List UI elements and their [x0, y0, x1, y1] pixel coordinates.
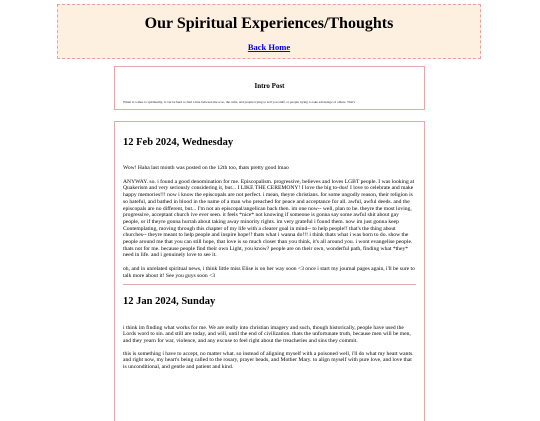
post-entry [115, 122, 424, 285]
intro-post-box [114, 66, 425, 110]
intro-post-text: When it comes to spirituality, it can be hard to find a line between the woo, the cults, and people trying to sell you stuff, or people trying to take advantage of others. That's [123, 100, 356, 104]
post-paragraph: oh, and in unrelated spiritual news, i think little miss Elise is on her way soon <3 once i start my journal pages again, i'll be sure to talk more about it! See you guys soon <3 [123, 266, 415, 279]
post-paragraph: ANYWAY. so. i found a good denomination for me. Episcopalism. progressive, believes and loves LGBT people. I was looking at Quakerism and very seriously considering it, but... I LIKE THE CEREMONY! I love the big to-dos! I love to celebrate and make happy memories!!! now i know the episcopals are not perfect. i mean, theyre christians. for some ungodly reason, their religion is so hateful, and bathed in blood in the name of a man who preached for peace and acceptance for all. awful, awful deeds. and the episcopals are no different, but... I'm not an episcopal/angelican back then. im one now-- well, plan to be. theyre the most loving, progressive, acceptant church ive ever seen. it feels *nice* not knowing if someone is gonna say some awful shit about gay people, or if theyre gonna hurrah about taking away minority rights. im very grateful i found them. now im just gonna keep Contemplating, moving through this chapter of my life with a clearer goal in mind-- to help people!! that's the thing about churches-- theyre meant to help people and inspire hope!! thats what i wanna do!!! i think thats what i was born to do. show the people around me that you can still hope, that love is so much closer than you think, it's all around you. i wont evangelise people. thats not for me. because people find their own Light, you know? people are on their own, wonderful path, finding what *they* need in life. and i genuinely love to see it. [123, 178, 415, 259]
site-title: Our Spiritual Experiences/Thoughts [144, 15, 394, 32]
header-banner [57, 4, 481, 59]
post-paragraph: i think im finding what works for me. We are really into christian imagery and such, though historically, people have used the Lords word to sin. and still are today, and will, until the end of civilization. thats the unfortunate truth, because men will be men, and they yearn for war, violence, and any excuse to feel right about the treacheries and sins they commit. [123, 324, 411, 344]
post-paragraph: this is something i have to accept, no matter what. so instead of aligning myself with a poisoned well, i'll do what my heart wants. and right now, my heart's being called to the rosary, prayer beads, and Mother Mary. to align myself with pure love, and love that is unconditional, and gentle and patient and kind. [123, 350, 414, 371]
intro-post-title: Intro Post [254, 82, 285, 90]
back-home-link[interactable]: Back Home [247, 42, 291, 52]
posts-container[interactable] [114, 121, 425, 421]
post-date: 12 Feb 2024, Wednesday [123, 137, 234, 148]
post-entry [115, 285, 424, 371]
post-date: 12 Jan 2024, Sunday [123, 295, 216, 307]
post-paragraph: Wow! Haha last month was posted on the 12th too, thats pretty good lmao [123, 165, 289, 171]
